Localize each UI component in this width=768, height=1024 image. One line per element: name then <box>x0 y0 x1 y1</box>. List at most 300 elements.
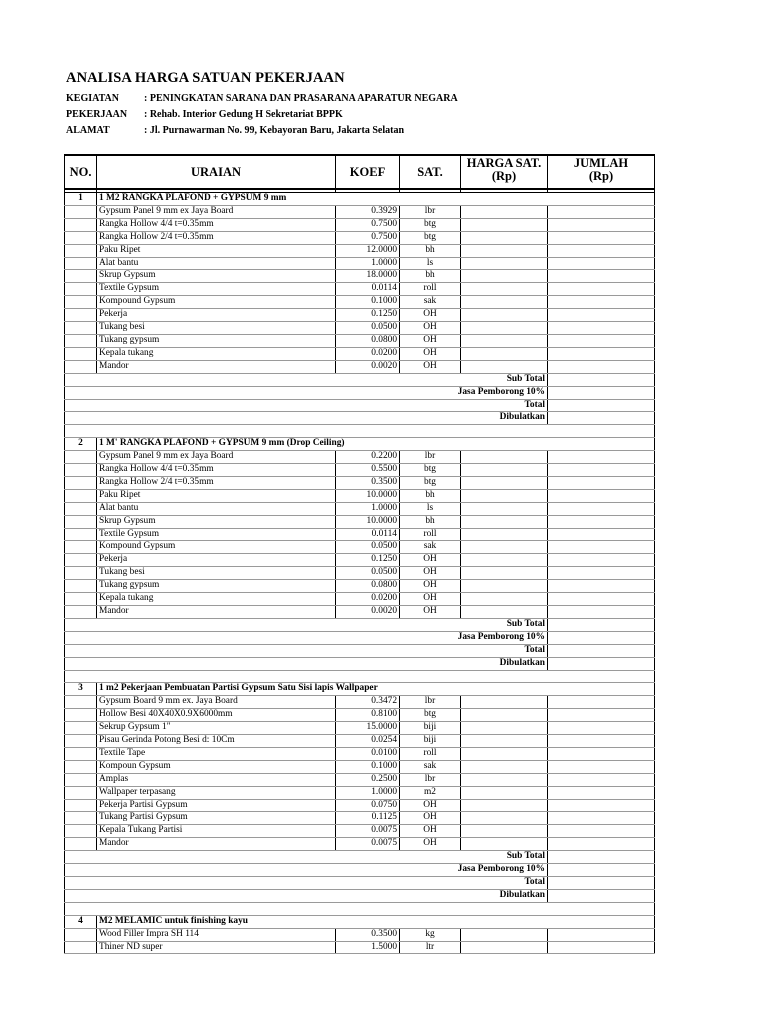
item-price-cell <box>461 322 548 335</box>
item-price-cell <box>461 928 548 941</box>
item-no-cell <box>65 747 97 760</box>
header-uraian: URAIAN <box>97 155 336 189</box>
summary-label: Sub Total <box>65 851 548 864</box>
table-row <box>65 786 655 799</box>
item-unit: btg <box>400 231 461 244</box>
item-total-cell <box>548 502 655 515</box>
item-no-cell <box>65 205 97 218</box>
item-unit: OH <box>400 360 461 373</box>
item-description: Skrup Gypsum <box>97 270 336 283</box>
header-jumlah <box>548 155 655 189</box>
item-description: Mandor <box>97 838 336 851</box>
item-total-cell <box>548 244 655 257</box>
item-no-cell <box>65 476 97 489</box>
item-no-cell <box>65 541 97 554</box>
item-no-cell <box>65 799 97 812</box>
item-unit: lbr <box>400 451 461 464</box>
table-row <box>65 567 655 580</box>
item-koef: 0.3929 <box>336 205 400 218</box>
item-price-cell <box>461 309 548 322</box>
item-unit: OH <box>400 322 461 335</box>
item-koef: 1.0000 <box>336 502 400 515</box>
table-row <box>65 773 655 786</box>
item-koef: 1.0000 <box>336 786 400 799</box>
summary-row <box>65 631 655 644</box>
item-price-cell <box>461 283 548 296</box>
header-harga-line2: (Rp) <box>491 169 517 183</box>
document-title: ANALISA HARGA SATUAN PEKERJAAN <box>66 70 345 86</box>
item-description: Wood Filler Impra SH 114 <box>97 928 336 941</box>
item-no-cell <box>65 334 97 347</box>
table-row <box>65 722 655 735</box>
item-total-cell <box>548 270 655 283</box>
table-row <box>65 296 655 309</box>
spacer-row <box>65 670 655 683</box>
item-unit: btg <box>400 464 461 477</box>
item-total-cell <box>548 464 655 477</box>
item-no-cell <box>65 502 97 515</box>
summary-row <box>65 412 655 425</box>
item-total-cell <box>548 205 655 218</box>
item-description: Rangka Hollow 4/4 t=0.35mm <box>97 218 336 231</box>
item-koef: 1.5000 <box>336 941 400 954</box>
item-unit: OH <box>400 812 461 825</box>
item-koef: 0.0100 <box>336 747 400 760</box>
item-koef: 15.0000 <box>336 722 400 735</box>
item-description: Hollow Besi 40X40X0.9X6000mm <box>97 709 336 722</box>
item-description: Gypsum Panel 9 mm ex Jaya Board <box>97 451 336 464</box>
item-total-cell <box>548 231 655 244</box>
item-description: Kepala tukang <box>97 593 336 606</box>
item-total-cell <box>548 309 655 322</box>
item-unit: roll <box>400 747 461 760</box>
item-total-cell <box>548 476 655 489</box>
item-koef: 0.3500 <box>336 476 400 489</box>
item-unit: ls <box>400 257 461 270</box>
item-no-cell <box>65 554 97 567</box>
summary-row <box>65 657 655 670</box>
item-total-cell <box>548 593 655 606</box>
item-koef: 10.0000 <box>336 515 400 528</box>
table-row <box>65 231 655 244</box>
table-row <box>65 541 655 554</box>
summary-value-cell <box>548 631 655 644</box>
item-unit: btg <box>400 709 461 722</box>
table-row <box>65 476 655 489</box>
item-unit: bh <box>400 489 461 502</box>
item-koef: 0.0500 <box>336 567 400 580</box>
summary-row <box>65 889 655 902</box>
item-unit: kg <box>400 928 461 941</box>
section-header-row <box>65 438 655 451</box>
item-price-cell <box>461 567 548 580</box>
spacer-row <box>65 902 655 915</box>
item-description: Rangka Hollow 2/4 t=0.35mm <box>97 476 336 489</box>
item-price-cell <box>461 270 548 283</box>
table-row <box>65 322 655 335</box>
item-total-cell <box>548 257 655 270</box>
item-price-cell <box>461 347 548 360</box>
item-price-cell <box>461 812 548 825</box>
table-row <box>65 489 655 502</box>
item-no-cell <box>65 735 97 748</box>
item-price-cell <box>461 541 548 554</box>
item-no-cell <box>65 360 97 373</box>
item-no-cell <box>65 451 97 464</box>
header-sat: SAT. <box>400 155 461 189</box>
summary-label: Dibulatkan <box>65 889 548 902</box>
item-unit: sak <box>400 296 461 309</box>
item-unit: bh <box>400 515 461 528</box>
item-no-cell <box>65 309 97 322</box>
summary-value-cell <box>548 851 655 864</box>
item-price-cell <box>461 244 548 257</box>
table-row <box>65 554 655 567</box>
item-no-cell <box>65 709 97 722</box>
table-row <box>65 760 655 773</box>
item-description: Mandor <box>97 605 336 618</box>
spacer-cell <box>336 670 400 683</box>
item-price-cell <box>461 360 548 373</box>
item-unit: ltr <box>400 941 461 954</box>
item-price-cell <box>461 747 548 760</box>
item-price-cell <box>461 580 548 593</box>
item-description: Tukang Partisi Gypsum <box>97 812 336 825</box>
item-unit: OH <box>400 605 461 618</box>
item-description: Gypsum Panel 9 mm ex Jaya Board <box>97 205 336 218</box>
item-description: Tukang gypsum <box>97 580 336 593</box>
item-description: Pekerja Partisi Gypsum <box>97 799 336 812</box>
item-no-cell <box>65 218 97 231</box>
item-description: Rangka Hollow 2/4 t=0.35mm <box>97 231 336 244</box>
table-row <box>65 309 655 322</box>
table-row <box>65 464 655 477</box>
spacer-cell <box>461 670 548 683</box>
summary-label: Dibulatkan <box>65 657 548 670</box>
item-unit: btg <box>400 218 461 231</box>
item-price-cell <box>461 735 548 748</box>
item-total-cell <box>548 322 655 335</box>
item-no-cell <box>65 515 97 528</box>
item-no-cell <box>65 464 97 477</box>
summary-value-cell <box>548 877 655 890</box>
item-no-cell <box>65 722 97 735</box>
section-header-row <box>65 915 655 928</box>
summary-label: Sub Total <box>65 618 548 631</box>
table-row <box>65 735 655 748</box>
item-unit: roll <box>400 283 461 296</box>
item-total-cell <box>548 760 655 773</box>
table-row <box>65 360 655 373</box>
summary-row <box>65 618 655 631</box>
item-koef: 18.0000 <box>336 270 400 283</box>
item-description: Thiner ND super <box>97 941 336 954</box>
item-price-cell <box>461 464 548 477</box>
table-row <box>65 334 655 347</box>
item-price-cell <box>461 502 548 515</box>
item-total-cell <box>548 528 655 541</box>
item-unit: OH <box>400 334 461 347</box>
item-koef: 0.1125 <box>336 812 400 825</box>
item-unit: OH <box>400 567 461 580</box>
meta-key: ALAMAT <box>66 125 110 136</box>
item-total-cell <box>548 812 655 825</box>
section-title: M2 MELAMIC untuk finishing kayu <box>97 915 655 928</box>
summary-value-cell <box>548 412 655 425</box>
item-description: Textile Tape <box>97 747 336 760</box>
item-description: Pisau Gerinda Potong Besi d: 10Cm <box>97 735 336 748</box>
item-total-cell <box>548 218 655 231</box>
meta-value: : PENINGKATAN SARANA DAN PRASARANA APARATUR NEGARA <box>144 93 458 104</box>
item-price-cell <box>461 296 548 309</box>
summary-value-cell <box>548 399 655 412</box>
table-row <box>65 838 655 851</box>
item-total-cell <box>548 709 655 722</box>
item-total-cell <box>548 451 655 464</box>
section-number: 1 <box>65 193 97 206</box>
item-koef: 0.1250 <box>336 309 400 322</box>
item-total-cell <box>548 722 655 735</box>
item-price-cell <box>461 799 548 812</box>
item-unit: OH <box>400 825 461 838</box>
item-price-cell <box>461 773 548 786</box>
item-unit: biji <box>400 735 461 748</box>
item-description: Pekerja <box>97 309 336 322</box>
table-row <box>65 270 655 283</box>
item-koef: 10.0000 <box>336 489 400 502</box>
item-unit: roll <box>400 528 461 541</box>
item-unit: lbr <box>400 696 461 709</box>
item-description: Kepala Tukang Partisi <box>97 825 336 838</box>
meta-key: KEGIATAN <box>66 93 119 104</box>
item-koef: 0.0200 <box>336 593 400 606</box>
item-koef: 0.0114 <box>336 528 400 541</box>
item-no-cell <box>65 528 97 541</box>
item-koef: 0.0800 <box>336 334 400 347</box>
header-no: NO. <box>65 155 97 189</box>
header-harga-line1: HARGA SAT. <box>466 156 542 170</box>
table-row <box>65 257 655 270</box>
item-description: Skrup Gypsum <box>97 515 336 528</box>
spacer-cell <box>400 670 461 683</box>
summary-row <box>65 851 655 864</box>
item-description: Amplas <box>97 773 336 786</box>
item-total-cell <box>548 541 655 554</box>
item-description: Textile Gypsum <box>97 528 336 541</box>
table-row <box>65 605 655 618</box>
summary-value-cell <box>548 618 655 631</box>
item-no-cell <box>65 231 97 244</box>
item-koef: 0.0114 <box>336 283 400 296</box>
spacer-cell <box>65 902 97 915</box>
item-total-cell <box>548 605 655 618</box>
item-no-cell <box>65 567 97 580</box>
item-koef: 0.0750 <box>336 799 400 812</box>
header-jumlah-line2: (Rp) <box>588 169 614 183</box>
item-description: Kompound Gypsum <box>97 296 336 309</box>
item-koef: 0.0075 <box>336 838 400 851</box>
table-row <box>65 283 655 296</box>
item-price-cell <box>461 218 548 231</box>
table-row <box>65 528 655 541</box>
item-koef: 0.0020 <box>336 605 400 618</box>
item-no-cell <box>65 812 97 825</box>
item-price-cell <box>461 696 548 709</box>
spacer-cell <box>461 425 548 438</box>
table-row <box>65 799 655 812</box>
table-body <box>65 193 655 954</box>
item-price-cell <box>461 709 548 722</box>
item-price-cell <box>461 476 548 489</box>
item-total-cell <box>548 567 655 580</box>
item-no-cell <box>65 760 97 773</box>
header-jumlah-line1: JUMLAH <box>573 156 629 170</box>
summary-row <box>65 864 655 877</box>
item-price-cell <box>461 489 548 502</box>
item-no-cell <box>65 786 97 799</box>
item-unit: OH <box>400 309 461 322</box>
summary-row <box>65 386 655 399</box>
item-no-cell <box>65 580 97 593</box>
header-koef: KOEF <box>336 155 400 189</box>
item-koef: 0.2500 <box>336 773 400 786</box>
item-total-cell <box>548 838 655 851</box>
table-row <box>65 451 655 464</box>
item-no-cell <box>65 489 97 502</box>
item-unit: OH <box>400 347 461 360</box>
spacer-cell <box>65 425 97 438</box>
table-row <box>65 593 655 606</box>
item-total-cell <box>548 554 655 567</box>
item-koef: 0.0200 <box>336 347 400 360</box>
item-description: Tukang besi <box>97 322 336 335</box>
table-row <box>65 709 655 722</box>
item-no-cell <box>65 283 97 296</box>
table-row <box>65 580 655 593</box>
item-koef: 0.0020 <box>336 360 400 373</box>
item-price-cell <box>461 528 548 541</box>
section-header-row <box>65 683 655 696</box>
table-row <box>65 502 655 515</box>
section-title: 1 m2 Pekerjaan Pembuatan Partisi Gypsum Satu Sisi lapis Wallpaper <box>97 683 655 696</box>
spacer-cell <box>336 425 400 438</box>
summary-label: Total <box>65 644 548 657</box>
summary-label: Total <box>65 877 548 890</box>
item-koef: 0.0500 <box>336 322 400 335</box>
item-description: Gypsum Board 9 mm ex. Jaya Board <box>97 696 336 709</box>
item-price-cell <box>461 515 548 528</box>
summary-row <box>65 644 655 657</box>
item-koef: 0.0800 <box>336 580 400 593</box>
table-row <box>65 747 655 760</box>
item-unit: sak <box>400 760 461 773</box>
header-harga <box>461 155 548 189</box>
item-description: Alat bantu <box>97 502 336 515</box>
item-total-cell <box>548 786 655 799</box>
item-no-cell <box>65 593 97 606</box>
item-unit: btg <box>400 476 461 489</box>
summary-value-cell <box>548 644 655 657</box>
item-total-cell <box>548 696 655 709</box>
item-no-cell <box>65 605 97 618</box>
table-row <box>65 218 655 231</box>
item-total-cell <box>548 515 655 528</box>
summary-row <box>65 373 655 386</box>
table-header-row <box>65 155 655 189</box>
spacer-cell <box>548 425 655 438</box>
spacer-cell <box>97 425 336 438</box>
meta-value: : Jl. Purnawarman No. 99, Kebayoran Baru, Jakarta Selatan <box>144 125 404 136</box>
item-no-cell <box>65 825 97 838</box>
meta-key: PEKERJAAN <box>66 109 128 120</box>
item-no-cell <box>65 296 97 309</box>
item-total-cell <box>548 773 655 786</box>
table-row <box>65 812 655 825</box>
item-price-cell <box>461 941 548 954</box>
item-price-cell <box>461 605 548 618</box>
spacer-cell <box>548 670 655 683</box>
table-row <box>65 825 655 838</box>
item-price-cell <box>461 825 548 838</box>
item-no-cell <box>65 244 97 257</box>
spacer-cell <box>65 670 97 683</box>
item-total-cell <box>548 580 655 593</box>
item-price-cell <box>461 257 548 270</box>
item-total-cell <box>548 347 655 360</box>
item-unit: OH <box>400 580 461 593</box>
item-unit: biji <box>400 722 461 735</box>
item-no-cell <box>65 257 97 270</box>
item-no-cell <box>65 696 97 709</box>
summary-value-cell <box>548 386 655 399</box>
spacer-cell <box>461 902 548 915</box>
item-no-cell <box>65 941 97 954</box>
item-description: Alat bantu <box>97 257 336 270</box>
item-no-cell <box>65 347 97 360</box>
item-description: Kompoun Gypsum <box>97 760 336 773</box>
summary-label: Jasa Pemborong 10% <box>65 631 548 644</box>
item-unit: OH <box>400 799 461 812</box>
item-unit: ls <box>400 502 461 515</box>
item-description: Textile Gypsum <box>97 283 336 296</box>
item-price-cell <box>461 593 548 606</box>
item-koef: 0.7500 <box>336 231 400 244</box>
item-koef: 0.7500 <box>336 218 400 231</box>
item-unit: m2 <box>400 786 461 799</box>
item-koef: 0.2200 <box>336 451 400 464</box>
item-description: Paku Ripet <box>97 244 336 257</box>
spacer-cell <box>97 902 336 915</box>
table-row <box>65 696 655 709</box>
summary-label: Jasa Pemborong 10% <box>65 864 548 877</box>
item-description: Mandor <box>97 360 336 373</box>
item-koef: 1.0000 <box>336 257 400 270</box>
item-koef: 0.5500 <box>336 464 400 477</box>
item-no-cell <box>65 773 97 786</box>
item-price-cell <box>461 760 548 773</box>
spacer-row <box>65 425 655 438</box>
item-price-cell <box>461 205 548 218</box>
table-row <box>65 347 655 360</box>
spacer-cell <box>400 425 461 438</box>
item-total-cell <box>548 941 655 954</box>
item-total-cell <box>548 799 655 812</box>
item-description: Rangka Hollow 4/4 t=0.35mm <box>97 464 336 477</box>
item-unit: bh <box>400 270 461 283</box>
item-koef: 0.1250 <box>336 554 400 567</box>
item-koef: 0.3500 <box>336 928 400 941</box>
item-description: Kompound Gypsum <box>97 541 336 554</box>
